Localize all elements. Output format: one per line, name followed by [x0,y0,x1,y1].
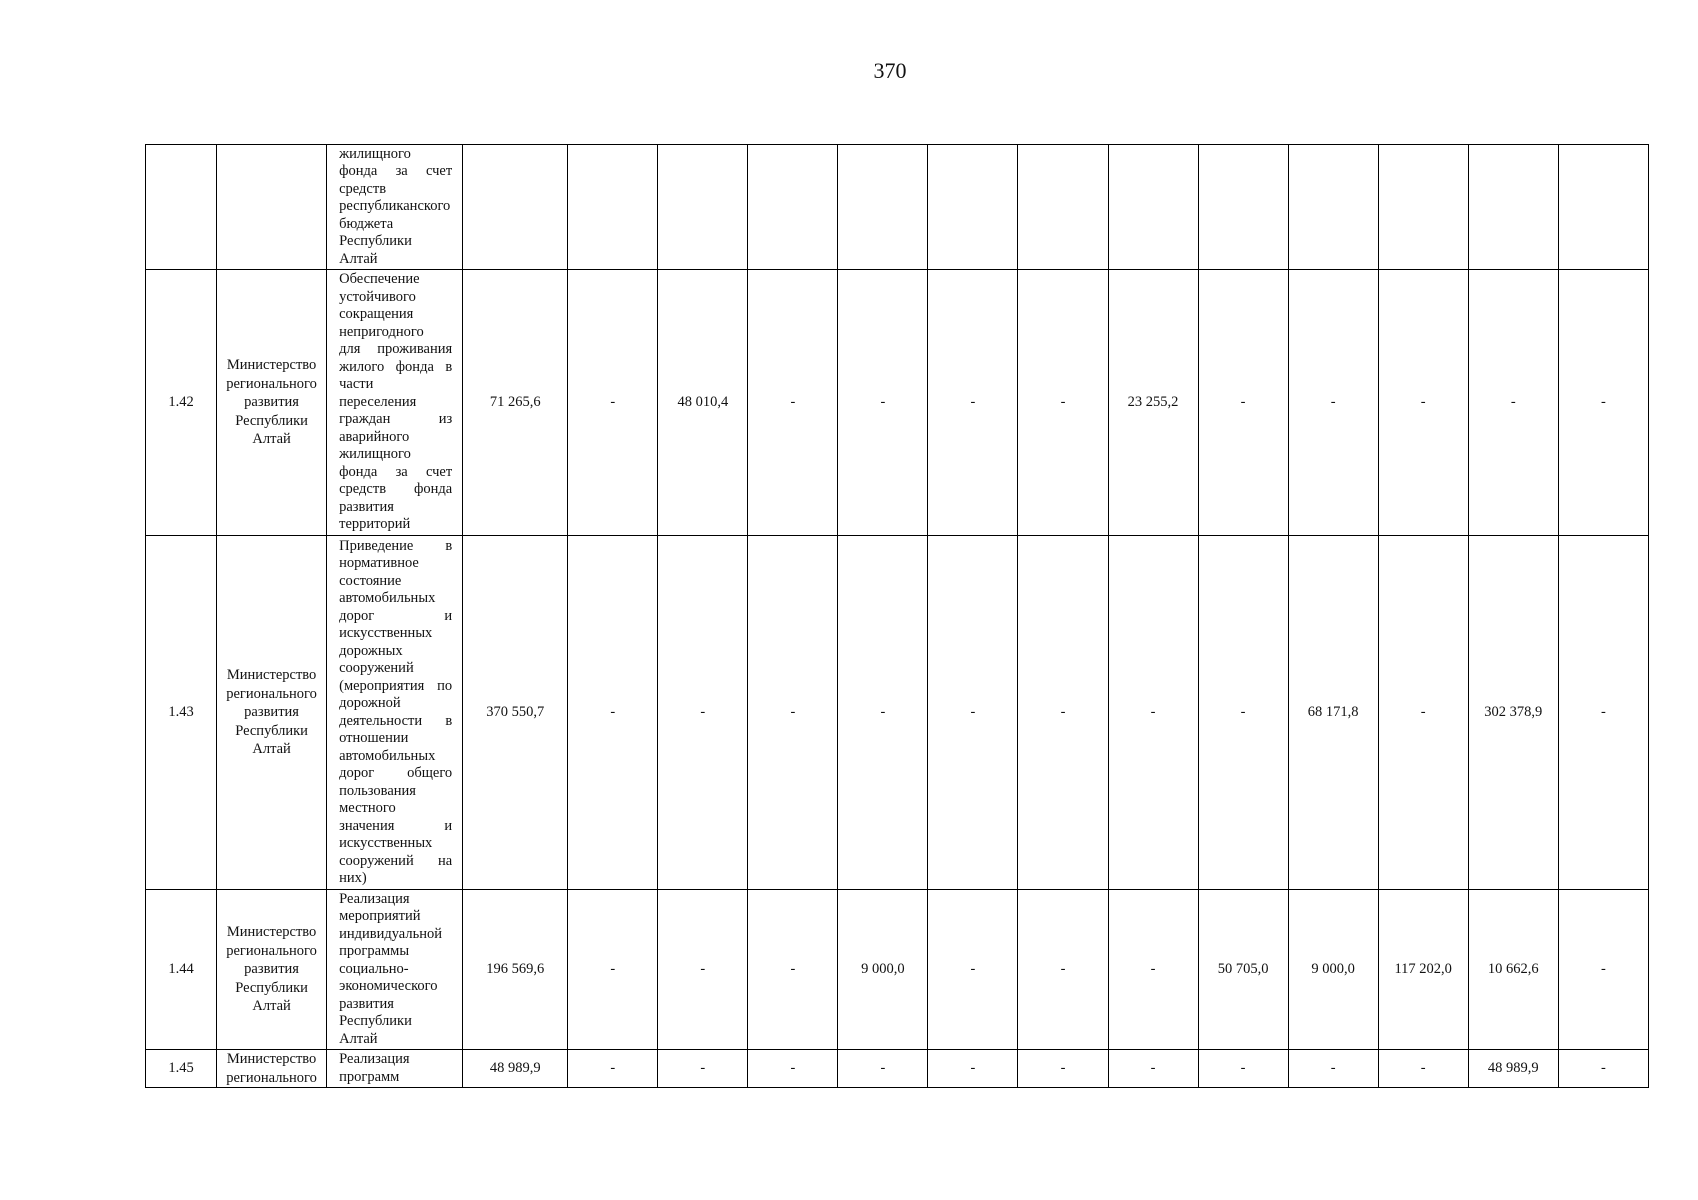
total-value: 71 265,6 [463,270,568,536]
description-line: переселения [339,393,417,410]
org-line: Республики [235,722,308,739]
year-value: - [658,1050,748,1088]
year-value: - [1558,536,1648,890]
description-line: развития [339,995,394,1012]
org-line: регионального [226,1069,317,1086]
year-value [928,145,1018,270]
year-value [1378,145,1468,270]
table-row [146,145,1649,270]
year-value [1018,145,1108,270]
year-value: - [1558,1050,1648,1088]
description-line: территорий [339,516,411,533]
year-value: - [568,270,658,536]
total-value: 196 569,6 [463,890,568,1050]
table-row [146,1050,1649,1088]
org-line: развития [244,961,299,978]
activity-description [327,145,463,270]
year-value: - [748,1050,838,1088]
year-value: - [838,270,928,536]
responsible-organization [217,145,327,270]
description-line: местного [339,800,396,816]
description-line: фонда за счет [339,163,453,180]
description-line: Реализация [339,890,410,907]
org-line: Республики [235,412,308,429]
page-number: 370 [873,58,907,83]
description-line: пользования [339,782,416,799]
year-value: - [568,536,658,890]
year-value [748,145,838,270]
row-number [146,145,217,270]
responsible-organization [217,536,327,890]
activity-description [327,890,463,1050]
description-line: программ [339,1068,400,1085]
year-value: - [928,890,1018,1050]
year-value: - [1018,1050,1108,1088]
description-line: развития [339,498,394,515]
year-value: 23 255,2 [1108,270,1198,536]
description-line: республиканского [339,198,451,215]
description-line: бюджета [339,215,394,232]
row-number: 1.42 [146,270,217,536]
total-value: 48 989,9 [463,1050,568,1088]
description-line: сооружений [339,660,414,676]
activity-description [327,536,463,890]
activity-description [327,270,463,536]
year-value [1108,145,1198,270]
table-row [146,270,1649,536]
year-value: - [1108,536,1198,890]
description-line: деятельности в [339,712,453,729]
year-value: - [1198,1050,1288,1088]
description-line: автомобильных [339,747,436,764]
org-line: регионального [226,685,317,702]
year-value: - [1378,536,1468,890]
total-value: 370 550,7 [463,536,568,890]
description-line: автомобильных [339,590,436,606]
description-line: части [339,376,374,393]
responsible-organization [217,270,327,536]
year-value: - [928,1050,1018,1088]
description-line: дорог и [339,607,453,624]
description-line: средств [339,180,387,197]
row-number: 1.43 [146,536,217,890]
year-value: - [1018,270,1108,536]
description-line: Реализация [339,1051,410,1067]
description-line: жилищного [339,145,411,162]
org-line: Алтай [252,741,291,758]
year-value: - [1378,270,1468,536]
description-line: индивидуальной [339,925,442,942]
org-line: Республики [235,979,308,996]
description-line: Алтай [339,1030,378,1047]
year-value: 302 378,9 [1468,536,1558,890]
year-value: 48 989,9 [1468,1050,1558,1088]
budget-table [145,144,1649,1088]
year-value: 48 010,4 [658,270,748,536]
year-value: - [1558,270,1648,536]
year-value: - [1468,270,1558,536]
description-line: Алтай [339,250,378,267]
description-line: аварийного [339,428,410,445]
year-value: - [928,536,1018,890]
year-value [838,145,928,270]
description-line: непригодного [339,323,424,340]
description-line: средств фонда [339,481,453,498]
description-line: жилого фонда в [339,358,453,375]
year-value: - [748,270,838,536]
description-line: фонда за счет [339,463,453,480]
responsible-organization [217,1050,327,1088]
description-line: них) [339,870,367,886]
year-value [1468,145,1558,270]
org-line: Алтай [252,431,291,448]
description-line: дорожной [339,695,401,711]
year-value: - [1558,890,1648,1050]
year-value: - [1018,890,1108,1050]
description-line: состояние [339,572,402,589]
year-value: - [658,890,748,1050]
year-value: 10 662,6 [1468,890,1558,1050]
description-line: устойчивого [339,288,416,305]
responsible-organization [217,890,327,1050]
year-value: - [1378,1050,1468,1088]
activity-description [327,1050,463,1088]
year-value [1558,145,1648,270]
description-line: значения и [339,817,453,834]
org-line: развития [244,704,299,721]
description-line: экономического [339,978,438,995]
description-line: социально- [339,960,409,977]
description-line: мероприятий [339,908,421,925]
year-value: - [1018,536,1108,890]
description-line: нормативное [339,555,419,571]
description-line: Обеспечение [339,271,420,288]
description-line: дорог общего [339,765,453,781]
description-line: программы [339,943,410,960]
org-line: развития [244,394,299,411]
year-value: 50 705,0 [1198,890,1288,1050]
row-number: 1.45 [146,1050,217,1088]
year-value [1288,145,1378,270]
year-value: - [1288,1050,1378,1088]
description-line: отношении [339,730,409,746]
year-value: - [1288,270,1378,536]
table-row [146,890,1649,1050]
year-value: - [1108,1050,1198,1088]
description-line: сокращения [339,306,414,323]
year-value: 68 171,8 [1288,536,1378,890]
row-number: 1.44 [146,890,217,1050]
year-value: 9 000,0 [1288,890,1378,1050]
total-value [463,145,568,270]
description-line: искусственных [339,835,433,851]
org-line: регионального [226,942,317,959]
year-value: - [658,536,748,890]
description-line: искусственных [339,625,433,641]
description-line: сооружений на [339,852,453,869]
description-line: дорожных [339,642,403,659]
year-value: - [838,1050,928,1088]
year-value: - [748,890,838,1050]
description-line: жилищного [339,446,411,463]
table-row [146,536,1649,890]
description-line: Республики [339,233,412,250]
year-value: - [838,536,928,890]
year-value: 9 000,0 [838,890,928,1050]
year-value [568,145,658,270]
year-value: - [568,1050,658,1088]
year-value: - [1108,890,1198,1050]
year-value: - [568,890,658,1050]
year-value: - [1198,270,1288,536]
org-line: Министерство [226,924,317,941]
description-line: (мероприятия по [339,677,453,694]
org-line: Министерство [226,667,317,684]
year-value [658,145,748,270]
year-value: 117 202,0 [1378,890,1468,1050]
year-value: - [748,536,838,890]
description-line: для проживания [339,341,453,358]
org-line: Министерство [226,357,317,374]
org-line: Министерство [226,1051,317,1067]
year-value: - [928,270,1018,536]
org-line: регионального [226,375,317,392]
org-line: Алтай [252,998,291,1015]
description-line: граждан из [339,411,453,428]
year-value: - [1198,536,1288,890]
year-value [1198,145,1288,270]
description-line: Приведение в [339,537,453,554]
description-line: Республики [339,1013,412,1030]
